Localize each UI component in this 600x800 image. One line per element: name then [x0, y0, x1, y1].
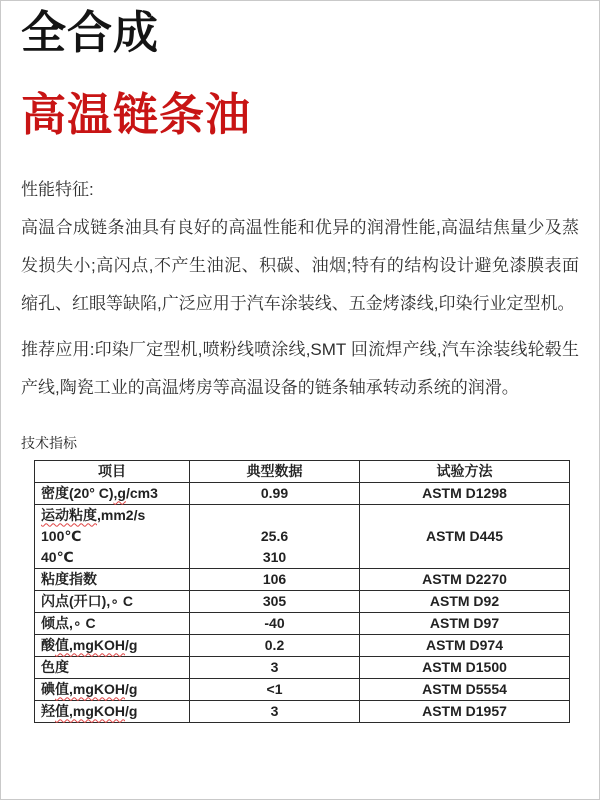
- spec-value-cell: -40: [190, 612, 360, 634]
- product-name-title: 高温链条油: [21, 88, 252, 140]
- spec-item-text: 酸: [41, 636, 55, 653]
- spec-item-text: 100℃: [41, 527, 82, 544]
- spec-table: [34, 460, 570, 723]
- spec-value-cell: 3: [190, 700, 360, 722]
- page-title: 全合成: [21, 7, 160, 58]
- spec-method-cell: ASTM D1500: [360, 656, 570, 678]
- spec-item-text: 羟: [41, 702, 55, 719]
- spec-table-row: [35, 612, 570, 634]
- spec-item-text: 色度: [41, 658, 69, 675]
- spec-value-cell: 0.2: [190, 634, 360, 656]
- spec-table-header-row: [35, 460, 570, 482]
- spec-item-cell: [35, 612, 190, 634]
- spec-item-text: 闪点(开口),∘ C: [41, 592, 133, 609]
- spec-method-cell: ASTM D2270: [360, 568, 570, 590]
- spec-table-row: [35, 482, 570, 504]
- spec-item-text: /g: [125, 636, 138, 653]
- spell-check-squiggle-text: ,g: [113, 484, 126, 501]
- spec-item-cell: [35, 590, 190, 612]
- spec-table-row: [35, 504, 570, 568]
- spec-table-row: [35, 656, 570, 678]
- performance-paragraph: 高温合成链条油具有良好的高温性能和优异的润滑性能,高温结焦量少及蒸发损失小;高闪点,不产生油泥、积碳、油烟;特有的结构设计避免漆膜表面缩孔、红眼等缺陷,广泛应用于汽车涂装线、五金烤漆线,印染行业定型机。: [21, 217, 579, 313]
- spell-check-squiggle-text: 值,mgKOH: [55, 702, 125, 719]
- spell-check-squiggle-text: 值,mgKOH: [55, 636, 125, 653]
- spec-value-cell: 3: [190, 656, 360, 678]
- spec-item-text: 倾点,∘ C: [41, 614, 96, 631]
- spec-item-text: 40℃: [41, 548, 74, 565]
- spec-value-cell: <1: [190, 678, 360, 700]
- spec-item-text: ,mm2/s: [97, 506, 146, 523]
- spec-value-cell: 305: [190, 590, 360, 612]
- spec-value-cell: 106: [190, 568, 360, 590]
- spec-table-row: [35, 634, 570, 656]
- spec-method-cell: ASTM D1298: [360, 482, 570, 504]
- application-paragraph: 推荐应用:印染厂定型机,喷粉线喷涂线,SMT 回流焊产线,汽车涂装线轮毂生产线,陶瓷工业的高温烤房等高温设备的链条轴承转动系统的润滑。: [21, 339, 579, 397]
- spec-table-caption: 技术指标: [21, 434, 77, 451]
- performance-section-label: 性能特征:: [21, 179, 94, 199]
- spec-value-cell: 25.6 310: [190, 504, 360, 568]
- spec-item-text: /g: [125, 680, 138, 697]
- spec-item-text: 密度(20° C): [41, 484, 114, 501]
- spec-item-cell: [35, 656, 190, 678]
- spell-check-squiggle-text: 运动粘度: [41, 506, 97, 523]
- spec-item-cell: [35, 504, 190, 568]
- spec-item-text: 碘: [41, 680, 55, 697]
- spec-item-cell: [35, 678, 190, 700]
- spec-table-header-cell: 项目: [35, 460, 190, 482]
- spec-table-row: [35, 700, 570, 722]
- spec-table-row: [35, 678, 570, 700]
- spell-check-squiggle-text: 值,mgKOH: [55, 680, 125, 697]
- spec-table-row: [35, 590, 570, 612]
- spec-table-row: [35, 568, 570, 590]
- spec-item-text: /g: [125, 702, 138, 719]
- spec-table-header-cell: 试验方法: [360, 460, 570, 482]
- spec-item-cell: [35, 700, 190, 722]
- spec-method-cell: ASTM D974: [360, 634, 570, 656]
- spec-method-cell: ASTM D445: [360, 504, 570, 568]
- spec-item-cell: [35, 634, 190, 656]
- spec-method-cell: ASTM D97: [360, 612, 570, 634]
- spec-value-cell: 0.99: [190, 482, 360, 504]
- spec-method-cell: ASTM D5554: [360, 678, 570, 700]
- spec-method-cell: ASTM D1957: [360, 700, 570, 722]
- spec-item-cell: [35, 568, 190, 590]
- spec-item-cell: [35, 482, 190, 504]
- spec-method-cell: ASTM D92: [360, 590, 570, 612]
- spec-table-header-cell: 典型数据: [190, 460, 360, 482]
- spec-item-text: /cm3: [125, 484, 158, 501]
- spec-item-text: 粘度指数: [41, 570, 97, 587]
